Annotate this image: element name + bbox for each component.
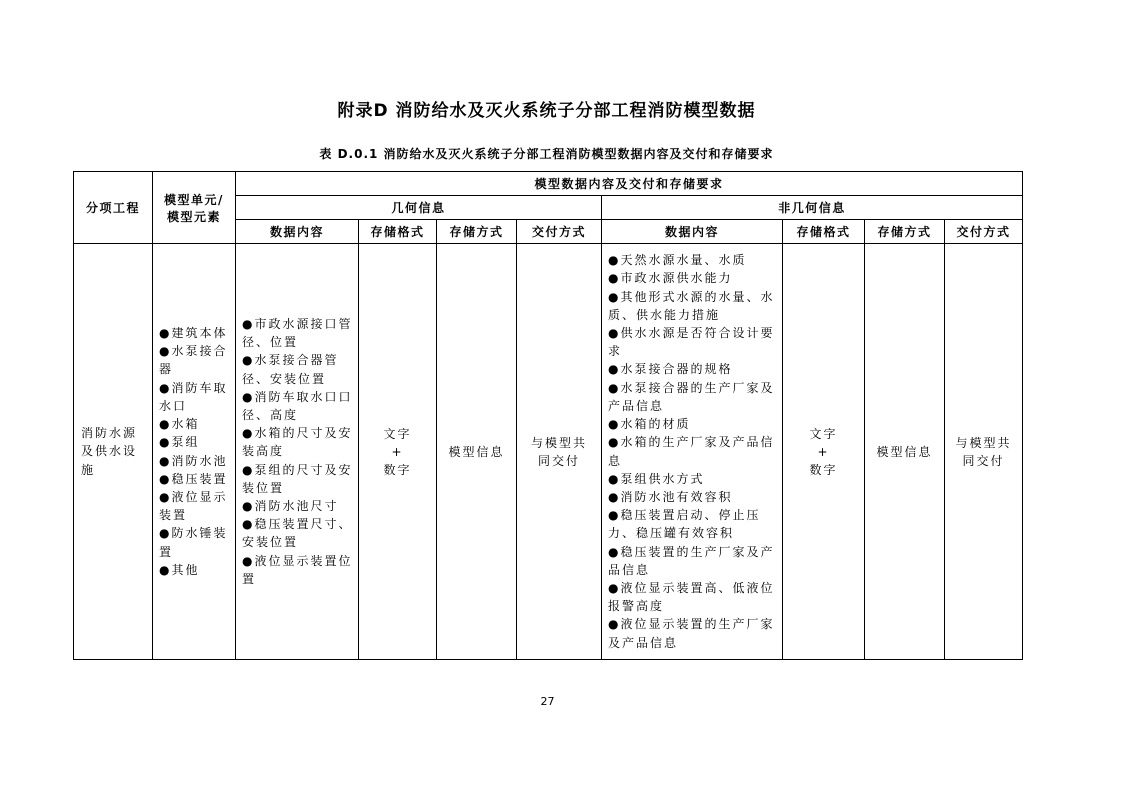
header-geo-storage: 存储方式 — [437, 220, 517, 244]
list-item: ●消防车取水口口径、高度 — [242, 389, 353, 422]
list-item: ●液位显示装置 — [159, 489, 228, 523]
format-line: 数字 — [383, 462, 412, 477]
list-item: ●泵组 — [159, 435, 200, 450]
header-geometry: 几何信息 — [236, 196, 602, 220]
list-item: ●水箱的尺寸及安装高度 — [242, 426, 353, 459]
header-model-unit-line: 模型单元/ — [164, 192, 224, 207]
list-item: ●水泵接合器的规格 — [608, 362, 733, 377]
nongeo-delivery-cell: 与模型共同交付 — [945, 244, 1023, 660]
table-row — [74, 244, 1023, 660]
header-nongeo-format: 存储格式 — [783, 220, 865, 244]
header-geo-delivery: 交付方式 — [517, 220, 602, 244]
list-item: ●其他形式水源的水量、水质、供水能力措施 — [608, 289, 775, 322]
list-item: ●水箱 — [159, 417, 200, 432]
list-item: ●液位显示装置高、低液位报警高度 — [608, 580, 775, 614]
list-item: ●消防车取水口 — [159, 380, 228, 413]
list-item: ●市政水源供水能力 — [608, 271, 733, 286]
header-row-1 — [74, 172, 1023, 196]
list-item: ●防水锤装置 — [159, 526, 228, 559]
nongeo-content-cell — [602, 244, 783, 660]
geo-content-cell — [236, 244, 359, 660]
header-geo-content: 数据内容 — [236, 220, 359, 244]
list-item: ●稳压装置启动、停止压力、稳压罐有效容积 — [608, 508, 761, 541]
subproject-cell: 消防水源及供水设施 — [74, 244, 153, 660]
list-item: ●消防水池 — [159, 453, 228, 468]
list-item: ●消防水池尺寸 — [242, 499, 339, 513]
format-line: + — [817, 444, 830, 459]
model-data-table — [73, 171, 1023, 660]
header-subproject: 分项工程 — [74, 172, 153, 244]
list-item: ●水泵接合器的生产厂家及产品信息 — [608, 380, 775, 413]
geo-storage-cell: 模型信息 — [437, 244, 517, 660]
list-item: ●水箱的生产厂家及产品信息 — [608, 435, 775, 468]
page-title: 附录D 消防给水及灭火系统子分部工程消防模型数据 — [337, 101, 756, 121]
list-item: ●液位显示装置位置 — [242, 553, 353, 586]
list-item: ●水泵接合器 — [159, 344, 228, 377]
model-units-cell — [153, 244, 236, 660]
list-item: ●水箱的材质 — [608, 417, 691, 432]
list-item: ●建筑本体 — [159, 326, 228, 341]
geo-format-cell — [359, 244, 437, 660]
list-item: ●其他 — [159, 562, 200, 577]
header-nongeo-delivery: 交付方式 — [945, 220, 1023, 244]
list-item: ●供水水源是否符合设计要求 — [608, 326, 775, 359]
list-item: ●天然水源水量、水质 — [608, 253, 747, 268]
format-line: 数字 — [809, 462, 838, 477]
list-item: ●水泵接合器管径、安装位置 — [242, 353, 339, 386]
header-group: 模型数据内容及交付和存储要求 — [236, 172, 1023, 196]
list-item: ●市政水源接口管径、位置 — [242, 316, 353, 350]
header-nongeo-content: 数据内容 — [602, 220, 783, 244]
list-item: ●稳压装置的生产厂家及产品信息 — [608, 544, 775, 577]
page-number: 27 — [540, 695, 555, 708]
header-nongeo-storage: 存储方式 — [865, 220, 945, 244]
list-item: ●液位显示装置的生产厂家及产品信息 — [608, 617, 775, 650]
nongeo-format-cell — [783, 244, 865, 660]
format-line: + — [391, 444, 404, 459]
format-line: 文字 — [383, 426, 412, 441]
list-item: ●泵组供水方式 — [608, 471, 705, 486]
format-line: 文字 — [809, 426, 838, 441]
geo-delivery-cell: 与模型共同交付 — [517, 244, 602, 660]
list-item: ●稳压装置尺寸、安装位置 — [242, 517, 353, 550]
list-item: ●消防水池有效容积 — [608, 489, 733, 504]
table-caption: 表 D.0.1 消防给水及灭火系统子分部工程消防模型数据内容及交付和存储要求 — [319, 147, 774, 161]
nongeo-storage-cell: 模型信息 — [865, 244, 945, 660]
header-geo-format: 存储格式 — [359, 220, 437, 244]
list-item: ●稳压装置 — [159, 471, 228, 486]
header-model-unit-line: 模型元素 — [166, 209, 221, 224]
header-model-unit — [153, 172, 236, 244]
header-non-geometry: 非几何信息 — [602, 196, 1023, 220]
list-item: ●泵组的尺寸及安装位置 — [242, 462, 353, 495]
